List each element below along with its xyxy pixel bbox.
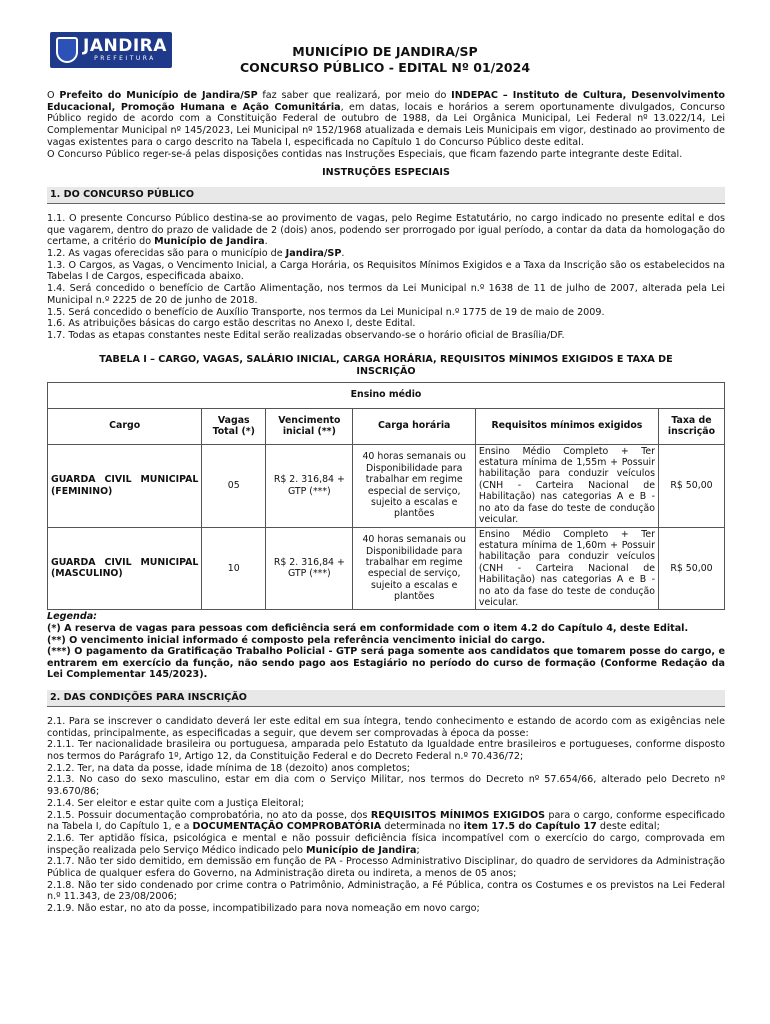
item-1-1: 1.1. O presente Concurso Público destina-se ao provimento de vagas, pelo Regime Estatutário, no cargo indicado no presente edital e dos que vagarem, dentro do prazo de validade de 2 (dois) anos, podendo ser prorrogado por igual período, a contar da data da homologação do certame, a critério do Município de Jandira. (47, 212, 725, 248)
item-2-1-4: 2.1.4. Ser eleitor e estar quite com a Justiça Eleitoral; (47, 797, 304, 809)
vagas-cell: 10 (202, 527, 266, 610)
item-2-1-8: 2.1.8. Não ter sido condenado por crime contra o Patrimônio, Administração, a Fé Pública, contra os Costumes e os previstos na Lei Federal n.º 11.343, de 23/08/2006; (47, 879, 725, 903)
document-header (40, 44, 730, 76)
taxa-cell: R$ 50,00 (658, 527, 724, 610)
intro-paragraph-2: O Concurso Público reger-se-á pelas disposições contidas nas Instruções Especiais, que ficam fazendo parte integrante deste Edital. (47, 148, 683, 160)
header-edital: CONCURSO PÚBLICO - EDITAL Nº 01/2024 (239, 60, 531, 75)
legend-item: (**) O vencimento inicial informado é composto pela referência vencimento inicial do cargo. (47, 634, 546, 646)
section-2-title: 2. DAS CONDIÇÕES PARA INSCRIÇÃO (47, 690, 725, 707)
vagas-cell: 05 (202, 444, 266, 527)
table-row (48, 444, 725, 527)
instructions-title: INSTRUÇÕES ESPECIAIS (322, 167, 450, 179)
item-2-1-1: 2.1.1. Ter nacionalidade brasileira ou portuguesa, amparada pelo Estatuto da Igualdade entre brasileiros e portugueses, conforme disposto nos termos do Parágrafo 1º, Artigo 12, da Constituição Federal e do Decreto Federal n.º 70.436/72; (47, 739, 725, 763)
item-1-3: 1.3. O Cargos, as Vagas, o Vencimento Inicial, a Carga Horária, os Requisitos Mínimos Exigidos e a Taxa da Inscrição são os estabelecidos na Tabelas I de Cargos, especificada abaixo. (47, 259, 725, 283)
item-2-1: 2.1. Para se inscrever o candidato deverá ler este edital em sua íntegra, tendo conhecimento e estando de acordo com as exigências nele contidas, principalmente, as especificadas a seguir, que devem ser comprovadas à época da posse: (47, 715, 725, 739)
table-legend (47, 611, 725, 681)
legend-item: (*) A reserva de vagas para pessoas com deficiência será em conformidade com o item 4.2 do Capítulo 4, deste Edital. (47, 622, 689, 634)
table-caption: TABELA I – CARGO, VAGAS, SALÁRIO INICIAL, CARGA HORÁRIA, REQUISITOS MÍNIMOS EXIGIDOS E TAXA DE INSCRIÇÃO (99, 353, 673, 377)
requisitos-cell: Ensino Médio Completo + Ter estatura mínima de 1,55m + Possuir habilitação para conduzir veículos (CNH - Carteira Nacional de Habilitação) nas categorias A e B - no ato da fase do teste de condução veicular. (475, 444, 658, 527)
cargo-cell: GUARDA CIVIL MUNICIPAL (MASCULINO) (48, 527, 202, 610)
item-2-1-5: 2.1.5. Possuir documentação comprobatória, no ato da posse, dos REQUISITOS MÍNIMOS EXIGIDOS para o cargo, conforme especificado na Tabela I, do Capítulo 1, e a DOCUMENTAÇÃO COMPROBATÓRIA determinada no item 17.5 do Capítulo 17 deste edital; (47, 809, 726, 833)
item-1-4: 1.4. Será concedido o benefício de Cartão Alimentação, nos termos da Lei Municipal n.º 1638 de 11 de julho de 2007, alterada pela Lei Municipal n.º 2225 de 20 de junho de 2018. (47, 283, 725, 306)
item-2-1-7: 2.1.7. Não ter sido demitido, em demissão em função de PA - Processo Administrativo Disciplinar, do quadro de servidores da Administração Pública de qualquer esfera do Governo, na Administração direta ou indireta, a menos de 05 anos; (47, 856, 725, 880)
header-municipality: MUNICÍPIO DE JANDIRA/SP (292, 44, 478, 59)
taxa-cell: R$ 50,00 (658, 444, 724, 527)
table-row (48, 527, 725, 610)
intro-paragraph: O Prefeito do Município de Jandira/SP faz saber que realizará, por meio do INDEPAC – Instituto de Cultura, Desenvolvimento Educacional, Promoção Humana e Ação Comunitária, em datas, locais e horários a serem oportunamente divulgados, Concurso Público regido de acordo com a Constituição Federal de outubro de 1988, da Lei Orgânica Municipal, Lei Federal nº 13.022/14, Lei Complementar Municipal nº 145/2023, Lei Municipal nº 152/1968 atualizada e demais Leis Municipais em vigor, destinado ao provimento de vagas existentes para o cargo descrito na Tabela I, especificada no Capítulo 1 do Concurso Público deste edital. (47, 90, 725, 148)
logo-text: JANDIRA (83, 36, 167, 56)
item-2-1-9: 2.1.9. Não estar, no ato da posse, incompatibilizado para nova nomeação em novo cargo; (47, 903, 480, 915)
table-header: Taxa de inscrição (658, 408, 724, 444)
item-2-1-2: 2.1.2. Ter, na data da posse, idade mínima de 18 (dezoito) anos completos; (47, 762, 410, 774)
legend-title: Legenda: (47, 611, 98, 623)
table-header: Cargo (48, 408, 202, 444)
table-level: Ensino médio (48, 382, 725, 408)
item-2-1-6: 2.1.6. Ter aptidão física, psicológica e mental e não possuir deficiência física incompatível com o exercício do cargo, comprovada em inspeção realizada pelo Serviço Médico indicado pelo Município de Jandira; (47, 832, 725, 856)
carga-cell: 40 horas semanais ou Disponibilidade para trabalhar em regime especial de serviço, sujeito a escalas e plantões (353, 444, 475, 527)
vencimento-cell: R$ 2. 316,84 + GTP (***) (266, 527, 353, 610)
requisitos-cell: Ensino Médio Completo + Ter estatura mínima de 1,60m + Possuir habilitação para conduzir veículos (CNH - Carteira Nacional de Habilitação) nas categorias A e B - no ato da fase do teste de condução veicular. (475, 527, 658, 610)
item-1-7: 1.7. Todas as etapas constantes neste Edital serão realizadas observando-se o horário oficial de Brasília/DF. (47, 329, 565, 341)
legend-item: (***) O pagamento da Gratificação Trabalho Policial - GTP será paga somente aos candidatos que tomarem posse do cargo, e entrarem em exercício da função, não sendo pago aos Estagiário no período do curso de formação (Conforme Redação da Lei Complementar 145/2023). (47, 646, 725, 681)
carga-cell: 40 horas semanais ou Disponibilidade para trabalhar em regime especial de serviço, sujeito a escalas e plantões (353, 527, 475, 610)
table-header: Vagas Total (*) (202, 408, 266, 444)
item-1-2: 1.2. As vagas oferecidas são para o município de Jandira/SP. (47, 248, 345, 260)
cargo-table (47, 382, 725, 611)
table-header: Vencimento inicial (**) (266, 408, 353, 444)
item-1-5: 1.5. Será concedido o benefício de Auxílio Transporte, nos termos da Lei Municipal n.º 1775 de 19 de maio de 2009. (47, 306, 605, 318)
logo-subtext: PREFEITURA (94, 55, 156, 62)
item-1-6: 1.6. As atribuições básicas do cargo estão descritas no Anexo I, deste Edital. (47, 318, 416, 330)
vencimento-cell: R$ 2. 316,84 + GTP (***) (266, 444, 353, 527)
table-header: Carga horária (353, 408, 475, 444)
document-body (47, 90, 725, 915)
item-2-1-3: 2.1.3. No caso do sexo masculino, estar em dia com o Serviço Militar, nos termos do Decreto nº 57.654/66, alterado pelo Decreto nº 93.670/86; (47, 774, 725, 798)
section-1-title: 1. DO CONCURSO PÚBLICO (47, 187, 725, 204)
cargo-cell: GUARDA CIVIL MUNICIPAL (FEMININO) (48, 444, 202, 527)
table-header: Requisitos mínimos exigidos (475, 408, 658, 444)
